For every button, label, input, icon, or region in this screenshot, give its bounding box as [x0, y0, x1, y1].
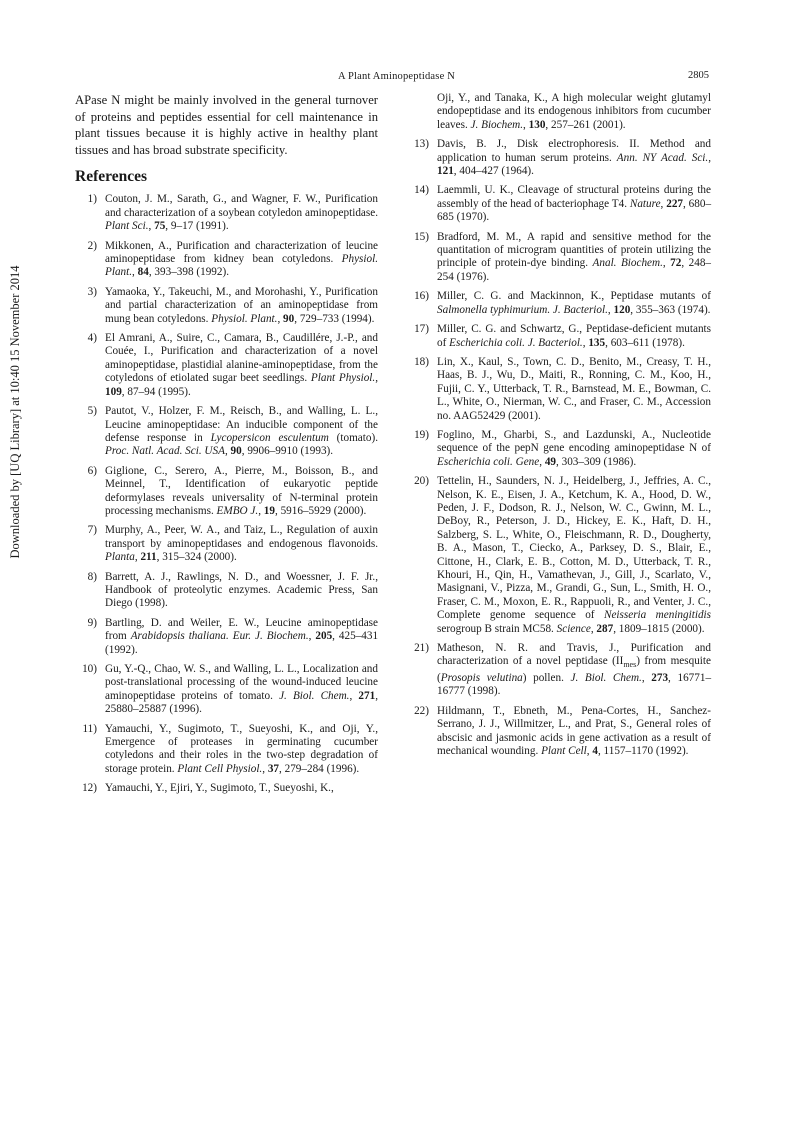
reference-text: Tettelin, H., Saunders, N. J., Heidelberg, J., Jeffries, A. C., Nelson, K. E., Eisen, J. A., Ketchum, K. A., Hood, D. W., Peden, J. F., Dodson, R. J., Nelson, W. C., Gwinn, M. L., DeBoy, R., Peterson, J. D., Hickey, E. K., Haft, D. H., Salzberg, S. L., White, O., Fleischmann, R. D., Dougherty, B. A., Mason, T., Ciecko, A., Parksey, D. S., Blair, E., Cittone, H., Clark, E. B., Cotton, M. D., Utterback, T. R., Khouri, H., Qin, H., Vamathevan, J., Gill, J., Scarlato, V., Masignani, V., Pizza, M., Grandi, G., Sun, L., Smith, H. O., Fraser, C. M., Moxon, E. R., Rappuoli, R., and Venter, J. C., Complete genome sequence of Neisseria meningitidis serogroup B strain MC58. Science, 287, 1809–1815 (2000).: [437, 475, 711, 635]
reference-text: Couton, J. M., Sarath, G., and Wagner, F. W., Purification and characterization of a soybean cotyledon aminopeptidase. Plant Sci., 75, 9–17 (1991).: [105, 193, 378, 233]
reference-number: 10): [82, 663, 97, 675]
reference-item: [75, 193, 378, 233]
reference-number: 15): [414, 230, 429, 243]
reference-item: [407, 184, 711, 224]
reference-number: 19): [414, 428, 429, 441]
reference-number: 12): [82, 782, 97, 795]
reference-text: Foglino, M., Gharbi, S., and Lazdunski, A., Nucleotide sequence of the pepN gene encoding aminopeptidase N of Escherichia coli. Gene, 49, 303–309 (1986).: [437, 428, 711, 468]
reference-item: [407, 642, 711, 699]
reference-item: [407, 429, 711, 469]
reference-item: [407, 138, 711, 178]
reference-text: Pautot, V., Holzer, F. M., Reisch, B., and Walling, L. L., Leucine aminopeptidase: An inducible component of the defense response in Lycopersicon esculentum (tomato). Proc. Natl. Acad. Sci. USA, 90, 9906–9910 (1993).: [105, 405, 378, 458]
running-header-title: A Plant Aminopeptidase N: [337, 71, 456, 82]
reference-text: Hildmann, T., Ebneth, M., Pena-Cortes, H., Sanchez-Serrano, J. J., Willmitzer, L., and Prat, S., General roles of abscisic and jasmonic acids in gene activation as a result of mechanical wounding. Plant Cell, 4, 1157–1170 (1992).: [437, 704, 711, 758]
reference-item: [75, 405, 378, 459]
reference-number: 17): [414, 323, 429, 336]
reference-text: El Amrani, A., Suire, C., Camara, B., Caudillére, J.-P., and Couée, I., Purification and characterization of a novel aminopeptidase, plastidial alanine-aminopeptidase, from the cotyledons of etiolated sugar beet seedlings. Plant Physiol., 109, 87–94 (1995).: [105, 332, 379, 398]
reference-text: Gu, Y.-Q., Chao, W. S., and Walling, L. L., Localization and post-translational processing of the wound-induced leucine aminopeptidase proteins of tomato. J. Biol. Chem., 271, 25880–25887 (1996).: [105, 663, 378, 716]
reference-number: 6): [87, 464, 97, 477]
reference-item: [75, 332, 378, 399]
reference-number: 21): [414, 642, 429, 655]
reference-text: Giglione, C., Serero, A., Pierre, M., Boisson, B., and Meinnel, T., Identification of eukaryotic peptide deformylases reveals universality of N-terminal protein processing mechanisms. EMBO J., 19, 5916–5929 (2000).: [105, 464, 378, 517]
reference-number: 2): [87, 239, 97, 252]
reference-item: [407, 475, 711, 636]
reference-item: [75, 571, 378, 611]
reference-number: 11): [82, 722, 97, 735]
reference-item: [75, 723, 378, 777]
references-heading: References: [75, 168, 148, 185]
reference-item: [75, 524, 378, 564]
download-note-text: Downloaded by [UQ Library] at 10:40 15 November 2014: [8, 265, 22, 559]
reference-number: 13): [414, 138, 429, 151]
reference-item: [75, 663, 378, 717]
reference-number: 20): [414, 475, 429, 488]
reference-item: [407, 356, 711, 423]
reference-text: Matheson, N. R. and Travis, J., Purification and characterization of a novel peptidase $(II_{mes})$ from mesquite (Prosopis velutina) pollen. J. Biol. Chem., 273, 16771–16777 (1998).: [437, 642, 712, 698]
reference-item: [407, 231, 711, 285]
left-column: [75, 92, 378, 802]
reference-text: Barrett, A. J., Rawlings, N. D., and Woessner, J. F. Jr., Handbook of proteolytic enzymes. Academic Press, San Diego (1998).: [105, 570, 378, 610]
reference-text: Miller, C. G. and Mackinnon, K., Peptidase mutants of Salmonella typhimurium. J. Bacteriol., 120, 355–363 (1974).: [437, 290, 711, 316]
reference-item: [75, 782, 378, 795]
reference-number: 22): [414, 704, 429, 717]
reference-text: Yamauchi, Y., Sugimoto, T., Sueyoshi, K., and Oji, Y., Emergence of proteases in germinating cucumber cotyledons and their roles in the two-step degradation of storage protein. Plant Cell Physiol., 37, 279–284 (1996).: [105, 722, 378, 775]
reference-item: [75, 240, 378, 280]
reference-item: [407, 323, 711, 350]
reference-number: 18): [414, 355, 429, 368]
reference-number: 1): [87, 193, 97, 206]
reference-number: 16): [414, 290, 429, 303]
reference-item: [407, 705, 711, 759]
reference-text: Bradford, M. M., A rapid and sensitive method for the quantitation of microgram quantities of protein utilizing the principle of protein-dye binding. Anal. Biochem., 72, 248–254 (1976).: [437, 230, 712, 283]
reference-number: 14): [414, 184, 429, 197]
reference-text-start: Yamauchi, Y., Ejiri, Y., Sugimoto, T., Sueyoshi, K.,: [105, 782, 334, 795]
reference-number: 4): [87, 332, 97, 345]
conclusion-paragraph: APase N might be mainly involved in the general turnover of proteins and peptides essential for cell maintenance in plant tissues because it is highly active in healthy plant tissues and has broad substrate specificity.: [75, 93, 378, 157]
reference-item: [75, 465, 378, 519]
reference-text: Laemmli, U. K., Cleavage of structural proteins during the assembly of the head of bacteriophage T4. Nature, 227, 680–685 (1970).: [437, 184, 712, 224]
reference-number: 7): [87, 524, 97, 537]
reference-text: Davis, B. J., Disk electrophoresis. II. Method and application to human serum proteins. Ann. NY Acad. Sci., 121, 404–427 (1964).: [437, 138, 711, 178]
reference-continuation: Oji, Y., and Tanaka, K., A high molecular weight glutamyl endopeptidase and its endogenous inhibitors from cucumber leaves. J. Biochem., 130, 257–261 (2001).: [437, 92, 711, 131]
reference-text: Mikkonen, A., Purification and characterization of leucine aminopeptidase from kidney bean cotyledons. Physiol. Plant., 84, 393–398 (1992).: [105, 239, 379, 279]
reference-number: 3): [87, 285, 97, 298]
right-column: [407, 92, 711, 765]
reference-text: Yamaoka, Y., Takeuchi, M., and Morohashi, Y., Purification and partial characterization of an aminopeptidase from mung bean cotyledons. Physiol. Plant., 90, 729–733 (1994).: [105, 285, 378, 325]
reference-item: [407, 290, 711, 317]
page-number: 2805: [688, 70, 709, 81]
reference-item: [75, 286, 378, 326]
reference-text: Murphy, A., Peer, W. A., and Taiz, L., Regulation of auxin transport by aminopeptidases and endogenous flavonoids. Planta, 211, 315–324 (2000).: [105, 524, 378, 564]
reference-number: 8): [87, 570, 97, 583]
reference-text: Miller, C. G. and Schwartz, G., Peptidase-deficient mutants of Escherichia coli. J. Bacteriol., 135, 603–611 (1978).: [437, 323, 711, 349]
reference-number: 9): [87, 616, 97, 629]
reference-number: 5): [87, 405, 97, 418]
reference-text: Bartling, D. and Weiler, E. W., Leucine aminopeptidase from Arabidopsis thaliana. Eur. J. Biochem., 205, 425–431 (1992).: [105, 616, 379, 656]
reference-item: [75, 617, 378, 657]
reference-text: Lin, X., Kaul, S., Town, C. D., Benito, M., Creasy, T. H., Haas, B. J., Wu, D., Maiti, R., Ronning, C. M., Koo, H., Fujii, C. Y., Utterback, T. R., Barnstead, M. E., Bowman, C. L., White, O., Nierman, W. C., and Fraser, C. M., Accession no. AAG52429 (2001).: [437, 355, 711, 422]
